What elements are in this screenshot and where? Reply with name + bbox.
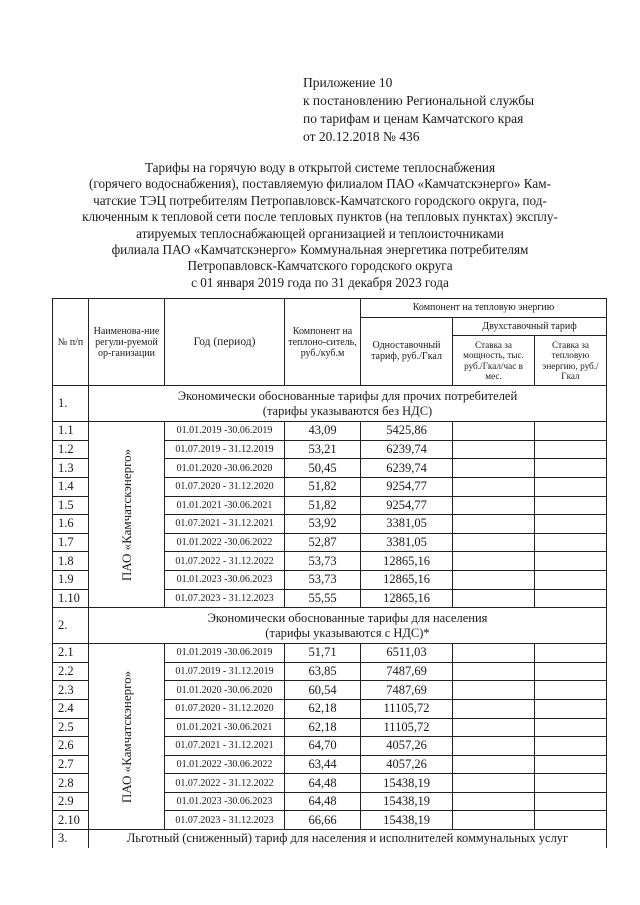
- title-line: чатские ТЭЦ потребителям Петропавловск-Камчатского городского округа, под-: [93, 192, 547, 208]
- row-num: 2.6: [53, 737, 89, 756]
- energy-rate-cell: [535, 737, 607, 756]
- header-energy-rate: Ставка за тепловую энергию, руб./Гкал: [535, 336, 607, 386]
- capacity-cell: [453, 755, 535, 774]
- carrier-cell: 60,54: [285, 681, 361, 700]
- section-title: Экономически обоснованные тарифы для населения: [207, 610, 488, 625]
- capacity-cell: [453, 459, 535, 478]
- carrier-cell: 63,44: [285, 755, 361, 774]
- carrier-cell: 43,09: [285, 422, 361, 441]
- one-part-cell: 6239,74: [361, 459, 453, 478]
- one-part-cell: 6511,03: [361, 644, 453, 663]
- one-part-cell: 3381,05: [361, 515, 453, 534]
- one-part-cell: 3381,05: [361, 533, 453, 552]
- capacity-cell: [453, 774, 535, 793]
- energy-rate-cell: [535, 570, 607, 589]
- carrier-cell: 53,73: [285, 570, 361, 589]
- appendix-block: [303, 74, 534, 146]
- period-cell: 01.01.2022 -30.06.2022: [165, 755, 285, 774]
- capacity-cell: [453, 681, 535, 700]
- appendix-line: к постановлению Региональной службы: [303, 93, 535, 108]
- capacity-cell: [453, 644, 535, 663]
- energy-rate-cell: [535, 589, 607, 608]
- header-one-part: Одноставочный тариф, руб./Гкал: [361, 317, 453, 386]
- title-line: (горячего водоснабжения), поставляемую филиалом ПАО «Камчатскэнерго» Кам-: [88, 176, 551, 192]
- carrier-cell: 53,92: [285, 515, 361, 534]
- carrier-cell: 66,66: [285, 811, 361, 830]
- header-two-part: Двухставочный тариф: [453, 317, 607, 336]
- row-num: 2.5: [53, 718, 89, 737]
- row-num: 2.1: [53, 644, 89, 663]
- period-cell: 01.07.2020 - 31.12.2020: [165, 477, 285, 496]
- capacity-cell: [453, 811, 535, 830]
- energy-rate-cell: [535, 718, 607, 737]
- capacity-cell: [453, 477, 535, 496]
- capacity-cell: [453, 440, 535, 459]
- carrier-cell: 63,85: [285, 662, 361, 681]
- row-num: 1.5: [53, 496, 89, 515]
- row-num: 1.4: [53, 477, 89, 496]
- carrier-cell: 64,48: [285, 792, 361, 811]
- period-cell: 01.01.2023 -30.06.2023: [165, 570, 285, 589]
- row-num: 2.2: [53, 662, 89, 681]
- tariff-table: [52, 298, 607, 848]
- energy-rate-cell: [535, 533, 607, 552]
- energy-rate-cell: [535, 774, 607, 793]
- header-num: № п/п: [53, 299, 89, 386]
- section-heading: [89, 386, 607, 422]
- row-num: 1.8: [53, 552, 89, 571]
- row-num: 2.3: [53, 681, 89, 700]
- energy-rate-cell: [535, 422, 607, 441]
- capacity-cell: [453, 718, 535, 737]
- energy-rate-cell: [535, 662, 607, 681]
- carrier-cell: 52,87: [285, 533, 361, 552]
- energy-rate-cell: [535, 699, 607, 718]
- row-num: 1.2: [53, 440, 89, 459]
- one-part-cell: 9254,77: [361, 477, 453, 496]
- carrier-cell: 53,21: [285, 440, 361, 459]
- appendix-line: по тарифам и ценам Камчатского края: [303, 111, 524, 126]
- section-heading: Льготный (сниженный) тариф для населения и исполнителей коммунальных услуг: [89, 830, 607, 848]
- period-cell: 01.07.2020 - 31.12.2020: [165, 699, 285, 718]
- carrier-cell: 50,45: [285, 459, 361, 478]
- energy-rate-cell: [535, 496, 607, 515]
- table-row: [53, 422, 607, 441]
- one-part-cell: 15438,19: [361, 792, 453, 811]
- energy-rate-cell: [535, 792, 607, 811]
- period-cell: 01.07.2021 - 31.12.2021: [165, 737, 285, 756]
- title-line: Петропавловск-Камчатского городского округа: [187, 258, 453, 274]
- row-num: 1.3: [53, 459, 89, 478]
- capacity-cell: [453, 737, 535, 756]
- one-part-cell: 11105,72: [361, 699, 453, 718]
- energy-rate-cell: [535, 644, 607, 663]
- period-cell: 01.01.2020 -30.06.2020: [165, 681, 285, 700]
- energy-rate-cell: [535, 811, 607, 830]
- period-cell: 01.01.2019 -30.06.2019: [165, 644, 285, 663]
- section-num: 3.: [53, 830, 89, 848]
- section-num: 2.: [53, 608, 89, 644]
- section-subtitle: (тарифы указываются без НДС): [262, 403, 433, 418]
- period-cell: 01.07.2019 - 31.12.2019: [165, 440, 285, 459]
- one-part-cell: 15438,19: [361, 811, 453, 830]
- one-part-cell: 12865,16: [361, 589, 453, 608]
- capacity-cell: [453, 792, 535, 811]
- period-cell: 01.01.2022 -30.06.2022: [165, 533, 285, 552]
- period-cell: 01.07.2023 - 31.12.2023: [165, 589, 285, 608]
- row-num: 2.9: [53, 792, 89, 811]
- row-num: 1.7: [53, 533, 89, 552]
- one-part-cell: 12865,16: [361, 552, 453, 571]
- title-line: с 01 января 2019 года по 31 декабря 2023 года: [191, 274, 449, 290]
- capacity-cell: [453, 699, 535, 718]
- section-num: 1.: [53, 386, 89, 422]
- carrier-cell: 64,70: [285, 737, 361, 756]
- energy-rate-cell: [535, 552, 607, 571]
- capacity-cell: [453, 570, 535, 589]
- carrier-cell: 53,73: [285, 552, 361, 571]
- title-line: филиала ПАО «Камчатскэнерго» Коммунальная энергетика потребителям: [111, 242, 529, 258]
- period-cell: 01.07.2021 - 31.12.2021: [165, 515, 285, 534]
- org-name: ПАО «Камчатскэнерго»: [118, 448, 134, 581]
- section-title: Экономически обоснованные тарифы для прочих потребителей: [177, 388, 518, 403]
- row-num: 2.8: [53, 774, 89, 793]
- one-part-cell: 4057,26: [361, 755, 453, 774]
- org-cell: [89, 644, 165, 830]
- energy-rate-cell: [535, 681, 607, 700]
- one-part-cell: 5425,86: [361, 422, 453, 441]
- row-num: 2.10: [53, 811, 89, 830]
- org-name: ПАО «Камчатскэнерго»: [118, 670, 134, 803]
- one-part-cell: 15438,19: [361, 774, 453, 793]
- title-line: Тарифы на горячую воду в открытой системе теплоснабжения: [144, 160, 496, 175]
- section-heading: [89, 608, 607, 644]
- header-energy: Компонент на тепловую энергию: [361, 299, 607, 318]
- row-num: 1.6: [53, 515, 89, 534]
- one-part-cell: 6239,74: [361, 440, 453, 459]
- carrier-cell: 55,55: [285, 589, 361, 608]
- title-line: атируемых теплоснабжающей организацией и теплоисточниками: [136, 225, 504, 241]
- capacity-cell: [453, 496, 535, 515]
- period-cell: 01.07.2019 - 31.12.2019: [165, 662, 285, 681]
- capacity-cell: [453, 662, 535, 681]
- header-org: Наименова-ние регули-руемой ор-ганизации: [89, 299, 165, 386]
- row-num: 1.9: [53, 570, 89, 589]
- row-num: 2.7: [53, 755, 89, 774]
- energy-rate-cell: [535, 459, 607, 478]
- one-part-cell: 11105,72: [361, 718, 453, 737]
- section-subtitle: (тарифы указываются с НДС)*: [265, 625, 430, 640]
- one-part-cell: 4057,26: [361, 737, 453, 756]
- table-row: [53, 644, 607, 663]
- period-cell: 01.01.2023 -30.06.2023: [165, 792, 285, 811]
- carrier-cell: 51,82: [285, 496, 361, 515]
- energy-rate-cell: [535, 440, 607, 459]
- period-cell: 01.07.2022 - 31.12.2022: [165, 552, 285, 571]
- document-title: [40, 160, 600, 291]
- carrier-cell: 62,18: [285, 699, 361, 718]
- energy-rate-cell: [535, 755, 607, 774]
- period-cell: 01.01.2019 -30.06.2019: [165, 422, 285, 441]
- carrier-cell: 62,18: [285, 718, 361, 737]
- energy-rate-cell: [535, 477, 607, 496]
- row-num: 2.4: [53, 699, 89, 718]
- period-cell: 01.01.2020 -30.06.2020: [165, 459, 285, 478]
- one-part-cell: 9254,77: [361, 496, 453, 515]
- period-cell: 01.07.2022 - 31.12.2022: [165, 774, 285, 793]
- appendix-line: от 20.12.2018 № 436: [303, 129, 420, 144]
- title-line: ключенным к тепловой сети после тепловых пунктов (на тепловых пунктах) эксплу-: [82, 209, 558, 225]
- period-cell: 01.01.2021 -30.06.2021: [165, 718, 285, 737]
- header-period: Год (период): [165, 299, 285, 386]
- energy-rate-cell: [535, 515, 607, 534]
- capacity-cell: [453, 589, 535, 608]
- carrier-cell: 51,82: [285, 477, 361, 496]
- capacity-cell: [453, 552, 535, 571]
- row-num: 1.1: [53, 422, 89, 441]
- one-part-cell: 7487,69: [361, 662, 453, 681]
- period-cell: 01.07.2023 - 31.12.2023: [165, 811, 285, 830]
- appendix-line: Приложение 10: [303, 75, 393, 90]
- row-num: 1.10: [53, 589, 89, 608]
- one-part-cell: 12865,16: [361, 570, 453, 589]
- capacity-cell: [453, 533, 535, 552]
- org-cell: [89, 422, 165, 608]
- carrier-cell: 51,71: [285, 644, 361, 663]
- carrier-cell: 64,48: [285, 774, 361, 793]
- capacity-cell: [453, 422, 535, 441]
- header-capacity-rate: Ставка за мощность, тыс. руб./Гкал/час в мес.: [453, 336, 535, 386]
- header-carrier: Компонент на теплоно-ситель, руб./куб.м: [285, 299, 361, 386]
- period-cell: 01.01.2021 -30.06.2021: [165, 496, 285, 515]
- capacity-cell: [453, 515, 535, 534]
- one-part-cell: 7487,69: [361, 681, 453, 700]
